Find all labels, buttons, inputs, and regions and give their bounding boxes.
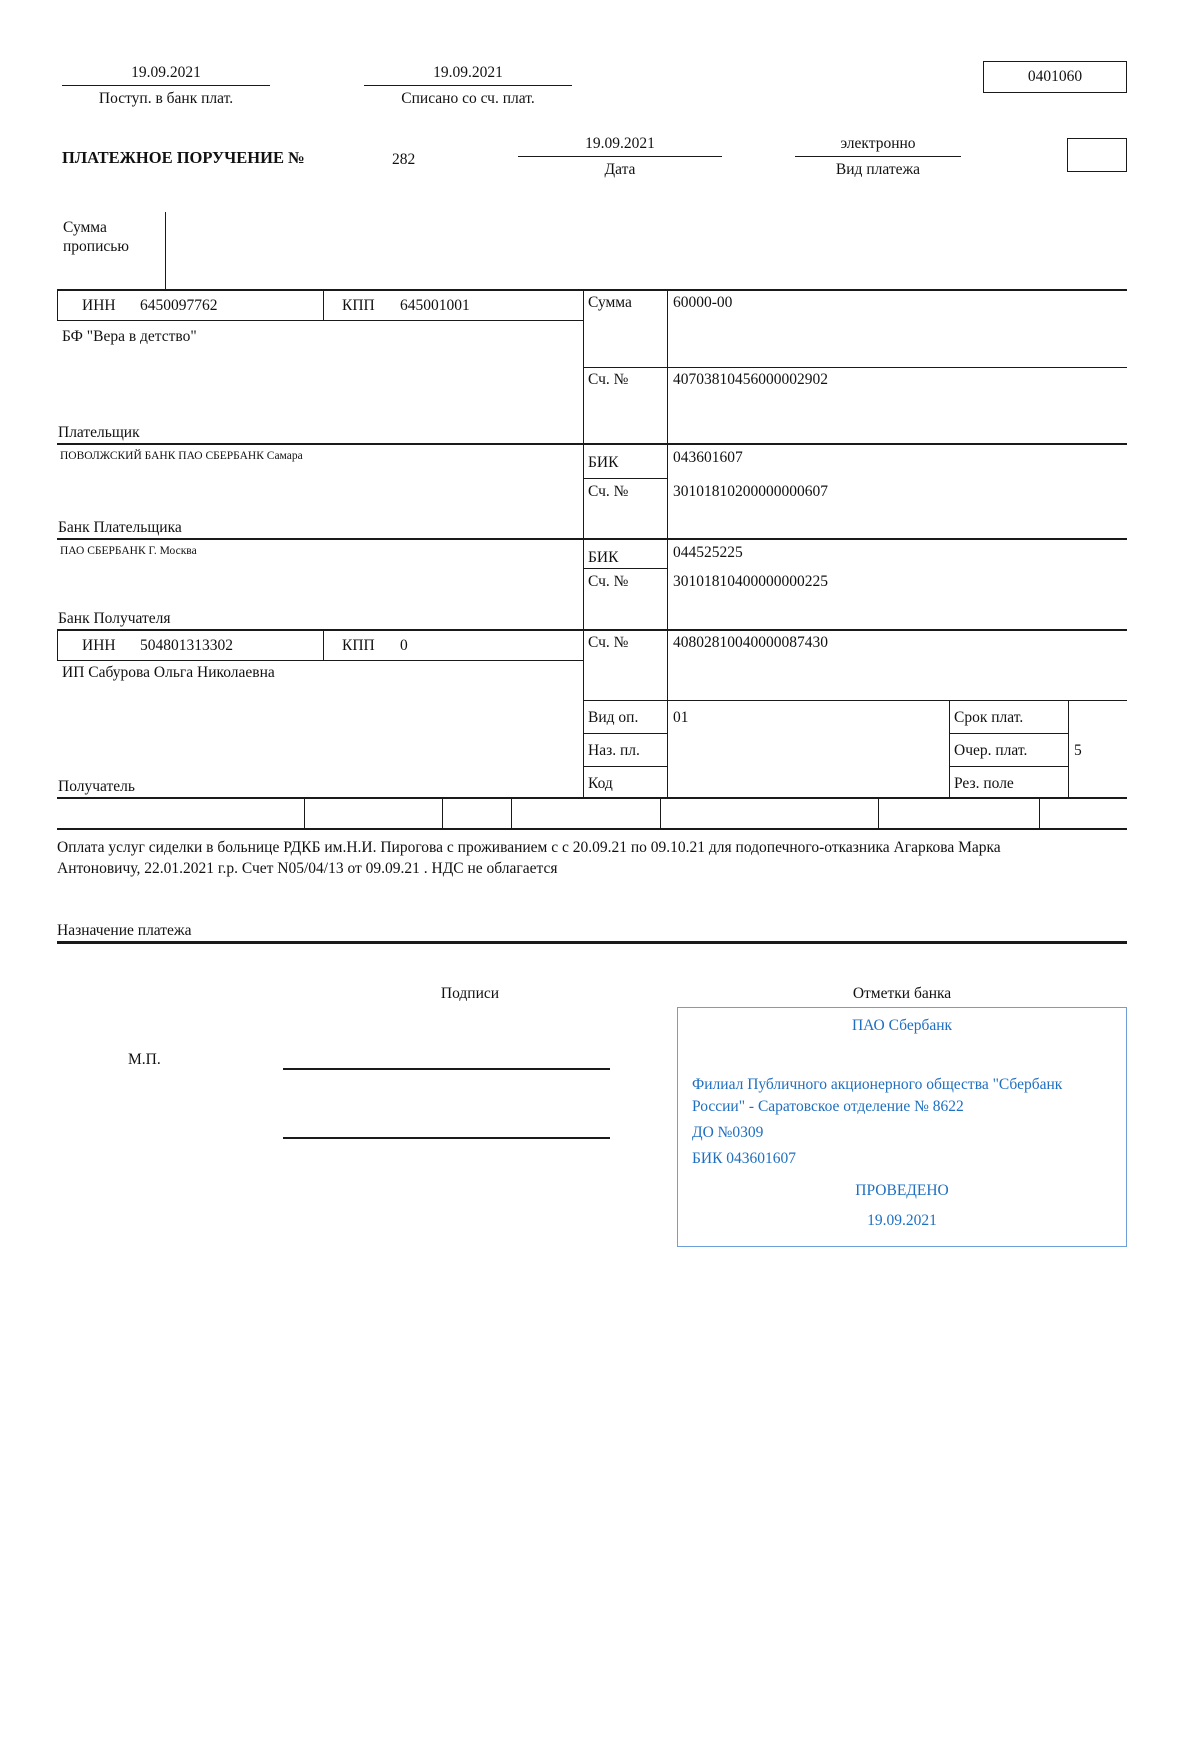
doc-date-label: Дата (604, 161, 636, 178)
doc-date-line (518, 156, 722, 157)
payer-bank-name: ПОВОЛЖСКИЙ БАНК ПАО СБЕРБАНК Самара (60, 450, 303, 462)
form-code-box (983, 61, 1127, 93)
payee-kpp-value: 0 (400, 637, 408, 654)
payer-kpp-value: 645001001 (400, 297, 470, 314)
due-row-line-right (949, 733, 1068, 734)
bottom-cell-divider (511, 797, 512, 828)
due-date-label: Срок плат. (954, 709, 1024, 726)
payee-inn-kpp-divider (323, 629, 324, 660)
payer-bank-bik-label: БИК (588, 454, 619, 471)
payee-bank-bik-label: БИК (588, 549, 619, 566)
payment-type-line (795, 156, 961, 157)
payer-bank-bik-value: 043601607 (673, 449, 743, 466)
code-row-line-left (583, 766, 667, 767)
inn-kpp-divider (323, 289, 324, 320)
received-date-label: Поступ. в банк плат. (98, 90, 234, 107)
payer-bank-bik-line (583, 478, 667, 479)
payer-section-line (57, 443, 1127, 445)
reserve-label: Рез. поле (954, 775, 1014, 792)
payee-inn-row-bottom-line (57, 660, 583, 661)
status-code-box (1067, 138, 1127, 172)
payee-bank-account-label: Сч. № (588, 573, 629, 590)
payee-bank-name: ПАО СБЕРБАНК Г. Москва (60, 545, 197, 557)
bottom-cell-divider (660, 797, 661, 828)
amount-row-bottom-line (583, 367, 1127, 368)
inn-row-bottom-line (57, 320, 583, 321)
stamp-bank-name: ПАО Сбербанк (851, 1017, 953, 1034)
stamp-branch: Филиал Публичного акционерного общества "Сбербанк России" - Саратовское отделение № 8622 (692, 1076, 1063, 1115)
signature-line-1 (283, 1068, 610, 1070)
stamp-status: ПРОВЕДЕНО (855, 1182, 949, 1199)
labels-column-left-line (583, 289, 584, 797)
payer-section-label: Плательщик (58, 424, 140, 441)
document-title: ПЛАТЕЖНОЕ ПОРУЧЕНИЕ № (62, 148, 305, 167)
priority-value: 5 (1074, 742, 1082, 759)
form-code: 0401060 (1027, 68, 1083, 85)
op-section-top-line (583, 700, 1127, 701)
payer-account-value: 40703810456000002902 (673, 371, 828, 388)
payee-bank-section-label: Банк Получателя (58, 610, 171, 627)
code-label: Код (588, 775, 613, 792)
payer-bank-section-line (57, 538, 1127, 540)
due-labels-left-line (949, 700, 950, 797)
stamp-bik: БИК 043601607 (692, 1150, 797, 1167)
payee-kpp-label: КПП (342, 637, 375, 654)
signature-line-2 (283, 1137, 610, 1139)
payee-account-label: Сч. № (588, 634, 629, 651)
op-type-label: Вид оп. (588, 709, 639, 726)
amount-in-words-label: Сумма прописью (63, 219, 129, 256)
debited-date-line (364, 85, 572, 86)
payee-inn-label: ИНН (82, 637, 116, 654)
payee-section-line (57, 797, 1127, 799)
op-row-line-left (583, 733, 667, 734)
payee-inn-row-left-border (57, 629, 58, 660)
payer-name: БФ "Вера в детство" (62, 328, 197, 345)
payee-bank-bik-line (583, 568, 667, 569)
priority-label: Очер. плат. (954, 742, 1028, 759)
signatures-label: Подписи (440, 985, 500, 1002)
payment-purpose-text: Оплата услуг сиделки в больнице РДКБ им.Н.И. Пирогова с проживанием с с 20.09.21 по 09.10.21 для подопечного-отказника Агаркова Марка Антоновичу, 22.01.2021 г.р. Счет N05/04/13 от 09.09.21 . НДС не облагается (57, 839, 1001, 877)
labels-column-right-line (667, 289, 668, 797)
payee-inn-value: 504801313302 (140, 637, 233, 654)
inn-row-left-border (57, 289, 58, 320)
payment-type-label: Вид платежа (835, 161, 921, 178)
payee-bank-account-value: 30101810400000000225 (673, 573, 828, 590)
payee-bank-bik-value: 044525225 (673, 544, 743, 561)
bank-stamp-box (677, 1007, 1127, 1247)
op-type-value: 01 (673, 709, 689, 726)
doc-date-value: 19.09.2021 (585, 135, 655, 152)
purpose-code-label: Наз. пл. (588, 742, 640, 759)
stamp-office: ДО №0309 (692, 1124, 764, 1141)
payer-kpp-label: КПП (342, 297, 375, 314)
debited-date-label: Списано со сч. плат. (401, 90, 535, 107)
bottom-cell-divider (878, 797, 879, 828)
payer-inn-label: ИНН (82, 297, 116, 314)
payer-bank-account-label: Сч. № (588, 483, 629, 500)
purpose-underline (57, 941, 1127, 944)
payment-type-value: электронно (840, 135, 916, 152)
payee-section-label: Получатель (58, 778, 135, 795)
bottom-cell-divider (304, 797, 305, 828)
payer-inn-value: 6450097762 (140, 297, 218, 314)
payee-account-value: 40802810040000087430 (673, 634, 828, 651)
table-top-line (57, 289, 1127, 291)
debited-date-value: 19.09.2021 (433, 64, 503, 81)
amount-value: 60000-00 (673, 294, 733, 311)
bottom-cell-divider (1039, 797, 1040, 828)
payee-bank-section-line (57, 629, 1127, 631)
amount-words-divider (165, 212, 166, 289)
amount-label: Сумма (588, 294, 632, 311)
received-date-line (62, 85, 270, 86)
due-labels-right-line (1068, 700, 1069, 797)
stamp-date: 19.09.2021 (867, 1212, 937, 1229)
payee-name: ИП Сабурова Ольга Николаевна (62, 664, 275, 681)
bottom-cells-line (57, 828, 1127, 830)
payer-bank-account-value: 30101810200000000607 (673, 483, 828, 500)
payer-bank-section-label: Банк Плательщика (58, 519, 182, 536)
document-number: 282 (392, 151, 416, 168)
bottom-cell-divider (442, 797, 443, 828)
bank-marks-label: Отметки банка (852, 985, 952, 1002)
payment-purpose-label: Назначение платежа (57, 922, 192, 939)
received-date-value: 19.09.2021 (131, 64, 201, 81)
priority-row-line-right (949, 766, 1068, 767)
stamp-place-label: М.П. (128, 1051, 161, 1068)
payer-account-label: Сч. № (588, 371, 629, 388)
